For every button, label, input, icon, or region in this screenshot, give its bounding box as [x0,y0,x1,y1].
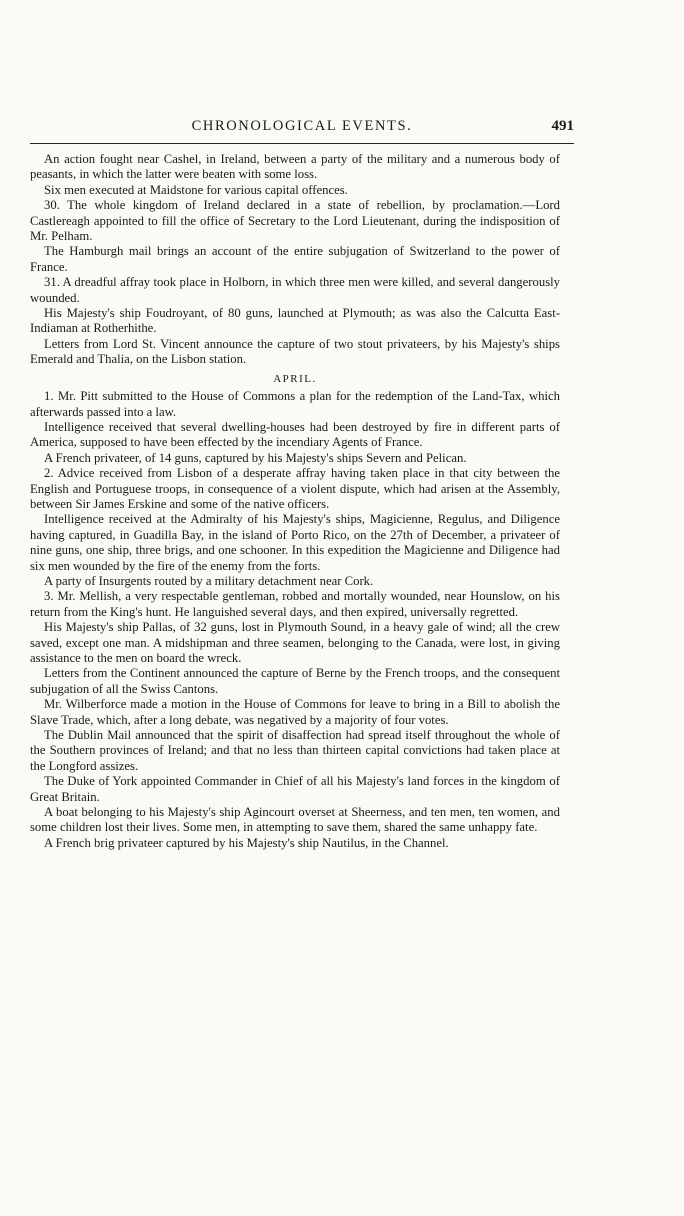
paragraph: The Dublin Mail announced that the spirit of disaffection had spread itself throughout the whole of the Southern provinces of Ireland; and that no less than thirteen capital convictions had taken place at the Longford assizes. [30,728,560,773]
paragraph: His Majesty's ship Pallas, of 32 guns, lost in Plymouth Sound, in a heavy gale of wind; all the crew saved, except one man. A midshipman and three seamen, belonging to the Canada, were lost, in giving assistance to the men on board the wreck. [30,620,560,665]
paragraph: Intelligence received at the Admiralty of his Majesty's ships, Magicienne, Regulus, and Diligence having captured, in Guadilla Bay, in the island of Porto Rico, on the 27th of December, a privateer of nine guns, one ship, three brigs, and one schooner. In this expedition the Magicienne and Diligence had six men wounded by the fire of the enemy from the forts. [30,512,560,573]
paragraph: Letters from the Continent announced the capture of Berne by the French troops, and the consequent subjugation of all the Swiss Cantons. [30,666,560,696]
paragraph: A party of Insurgents routed by a military detachment near Cork. [44,573,374,588]
paragraph: The Duke of York appointed Commander in Chief of all his Majesty's land forces in the kingdom of Great Britain. [30,774,560,804]
page-header [30,118,574,140]
page-number: 491 [551,118,574,134]
paragraph: 31. A dreadful affray took place in Holborn, in which three men were killed, and several dangerously wounded. [30,275,560,305]
paragraph: Intelligence received that several dwelling-houses had been destroyed by fire in different parts of America, supposed to have been effected by the incendiary Agents of France. [30,419,560,450]
running-head: CHRONOLOGICAL EVENTS. [191,118,413,134]
month-heading: APRIL. [273,372,317,385]
paragraph: The Hamburgh mail brings an account of the entire subjugation of Switzerland to the power of France. [30,244,560,274]
paragraph: His Majesty's ship Foudroyant, of 80 guns, launched at Plymouth; as was also the Calcutta East-Indiaman at Rotherhithe. [30,306,560,336]
paragraph: 30. The whole kingdom of Ireland declared in a state of rebellion, by proclamation.—Lord Castlereagh appointed to fill the office of Secretary to the Lord Lieutenant, during the indisposition of Mr. Pelham. [30,198,560,244]
header-rule [30,143,574,144]
paragraph: A boat belonging to his Majesty's ship Agincourt overset at Sheerness, and ten men, ten women, and some children lost their lives. Some men, in attempting to save them, shared the same unhappy fate. [30,805,560,835]
paragraph: Six men executed at Maidstone for various capital offences. [44,182,348,197]
paragraph: 1. Mr. Pitt submitted to the House of Commons a plan for the redemption of the Land-Tax, which afterwards passed into a law. [30,389,560,419]
paragraph: A French privateer, of 14 guns, captured by his Majesty's ships Severn and Pelican. [44,450,467,465]
paragraph: 3. Mr. Mellish, a very respectable gentleman, robbed and mortally wounded, near Hounslow, on his return from the King's hunt. He languished several days, and then expired, universally regretted. [30,589,560,619]
paragraph: A French brig privateer captured by his Majesty's ship Nautilus, in the Channel. [44,835,449,850]
body-text [30,152,560,851]
paragraph: Mr. Wilberforce made a motion in the House of Commons for leave to bring in a Bill to abolish the Slave Trade, which, after a long debate, was negatived by a majority of four votes. [30,697,560,727]
paragraph: An action fought near Cashel, in Ireland, between a party of the military and a numerous body of peasants, in which the latter were beaten with some loss. [30,152,560,182]
paragraph: Letters from Lord St. Vincent announce the capture of two stout privateers, by his Majesty's ships Emerald and Thalia, on the Lisbon station. [30,336,560,367]
paragraph: 2. Advice received from Lisbon of a desperate affray having taken place in that city between the English and Portuguese troops, in consequence of a violent dispute, which had arisen at the Assembly, between Sir James Erskine and some of the native officers. [30,466,560,511]
